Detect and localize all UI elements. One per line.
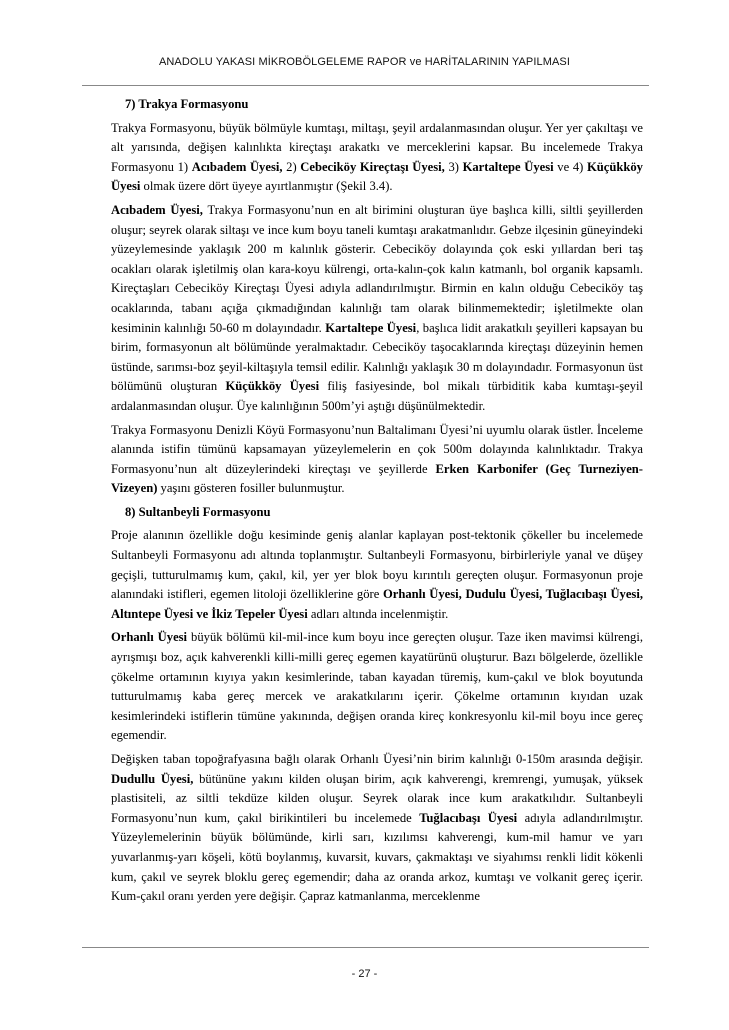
bold-term: Orhanlı Üyesi, Dudulu Üyesi, Tuğlacıbaşı Üyesi, Altıntepe Üyesi ve İkiz Tepeler Üyesi: [111, 587, 643, 621]
paragraph-trakya-intro: [111, 119, 643, 197]
bold-term: Orhanlı Üyesi: [111, 630, 188, 645]
text-run: adıyla adlandırılmıştır. Yüzeylemelerinin büyük bölümünde, kirli sarı, kızılımsı kahverengi, kum-mil hamur ve yarı yuvarlanmış-yarı köşeli, kötü boylanmış, kuvarsit, kuvars, çakmaktaşı ve siyahımsı renkli lidit kökenli kum, çakıl ve seyrek bloklu gereç egemendir; daha az oranda arkoz, kumtaşı ve volkanit gereç içerir. Kum-çakıl oranı yerden yere değişir. Çapraz katmanlanma, merceklenme: [111, 810, 643, 904]
section-heading-trakya: 7) Trakya Formasyonu: [125, 97, 249, 111]
text-run: 3): [444, 159, 463, 174]
footer-rule: [82, 947, 649, 948]
bold-term: Acıbadem Üyesi,: [191, 159, 283, 174]
text-run: 2): [282, 159, 301, 174]
paragraph-orhanli: [111, 628, 643, 746]
bold-term: Acıbadem Üyesi,: [111, 202, 203, 217]
text-run: bütününe yakını kilden oluşan birim, açık kahverengi, kremrengi, yumuşak, yüksek plastisiteli, az siltli tekdüze kilden oluşur. Seyrek olarak ince kum arakatkılıdır. Sultanbeyli Formasyonu’nun kum, çakıl birikintileri bu incelemede: [111, 771, 643, 825]
page-number: - 27 -: [351, 968, 378, 980]
text-run: Proje alanının özellikle doğu kesiminde geniş alanlar kaplayan post-tektonik çökeller bu incelemede Sultanbeyli Formasyonu adı altında toplanmıştır. Sultanbeyli Formasyonu, birbirleriyle yanal ve düşey geçişli, tutturulmamış kum, çakıl, kil, yer yer blok boyu kırıntılı gereçten oluşur. Formasyonun proje alanındaki istifleri, egemen litoloji özelliklerine göre: [111, 528, 643, 602]
text-run: adları altında incelenmiştir.: [307, 606, 449, 621]
text-run: yaşını gösteren fosiller bulunmuştur.: [157, 481, 345, 496]
text-run: ve 4): [553, 159, 587, 174]
bold-term: Küçükköy Üyesi: [225, 379, 320, 394]
section-heading-sultanbeyli: 8) Sultanbeyli Formasyonu: [125, 504, 271, 519]
bold-term: Dudullu Üyesi,: [111, 771, 194, 786]
paragraph-trakya-age: [111, 421, 643, 499]
text-run: Trakya Formasyonu’nun en alt birimini oluşturan üye başlıca killi, siltli şeyillerden oluşur; seyrek olarak siltaşı ve ince kum boyu taneli kumtaşı arakatmanlıdır. Gebze ilçesinin güneyindeki yüzeylemesinde yaklaşık 200 m kalınlık gösterir. Cebeciköy dolayında çok eski yıllardan beri taş ocakları olarak işletilmiş olan kara-koyu külrengi, orta-kalın-çok kalın katmanlı, bol organik kapsamlı. Kireçtaşları Cebeciköy Kireçtaşı Üyesi adıyla adlandırılmıştır. Birmin en kalın olduğu Cebeciköy taş ocaklarında, tabanı açığa çıkmadığından kalınlığı tam olarak bilinmemektedir; işletilmekte olan kesiminin kalınlığı 50-60 m dolayındadır.: [111, 202, 643, 335]
text-run: Trakya Formasyonu Denizli Köyü Formasyonu’nun Baltalimanı Üyesi’ni uyumlu olarak üstler. İnceleme alanında istifin tümünü kapsamayan yüzeylemelerin en çok 500m dolayında kalınlıktadır. Trakya Formasyonu’nun alt düzeylerindeki kireçtaşı ve şeyillerde: [111, 422, 643, 476]
bold-term: Kartaltepe Üyesi: [325, 320, 417, 335]
text-run: , başlıca lidit arakatkılı şeyilleri kapsayan bu birim, formasyonun alt bölümünde yeralmaktadır. Cebeciköy taşocaklarında kireçtaşı düzeyinin hemen üstünde, sarımsı-boz şeyil-kiltaşıyla temsil edilir. Kalınlığı yaklaşık 30 m dolayındadır. Formasyonun üst bölümünü oluşturan: [111, 320, 643, 394]
text-run: büyük bölümü kil-mil-ince kum boyu ince gereçten oluşur. Taze iken mavimsi külrengi, ayrışmışı boz, açık kahverenkli killi-milli gereç egemen kayatürünü oluşturur. Bazı bölgelerde, özellikle çökelme ortamının kıyıya yakın kesimlerinde, taban kayadan türemiş, kum-çakıl ve blok boyutunda tutturulmamış kaba gereç mercek ve arakatkılarını içerir. Çökelme ortamının kıyıdan uzak kesimlerindeki istiflerin tümüne yakınında, değişen oranda kireç konkresyonlu kil-mil boyu ince gereç egemendir.: [111, 630, 643, 743]
text-run: Değişken taban topoğrafyasına bağlı olarak Orhanlı Üyesi’nin birim kalınlığı 0-150m arasında değişir.: [111, 752, 643, 766]
bold-term: Cebeciköy Kireçtaşı Üyesi,: [300, 159, 445, 174]
running-header: ANADOLU YAKASI MİKROBÖLGELEME RAPOR ve HARİTALARININ YAPILMASI: [158, 56, 571, 68]
bold-term: Kartaltepe Üyesi: [462, 159, 554, 174]
page-body: [111, 95, 643, 911]
paragraph-dudullu: [111, 750, 643, 907]
bold-term: Tuğlacıbaşı Üyesi: [419, 810, 518, 825]
text-run: olmak üzere dört üyeye ayırtlanmıştır (Şekil 3.4).: [140, 179, 393, 194]
header-rule: [82, 85, 649, 86]
paragraph-sultanbeyli-intro: [111, 526, 643, 624]
bold-term: Küçükköy Üyesi: [111, 159, 643, 194]
bold-term: Erken Karbonifer (Geç Turneziyen-Vizeyen): [111, 461, 643, 496]
text-run: filiş fasiyesinde, bol mikalı türbiditik kaba kumtaşı-şeyil ardalanmasından oluşur. Üye kalınlığının 500m’yi aştığı düşünülmektedir.: [111, 379, 644, 413]
text-run: Trakya Formasyonu, büyük bölmüyle kumtaşı, miltaşı, şeyil ardalanmasından oluşur. Yer yer çakıltaşı ve alt yarısında, değişen kalınlıkta kireçtaşı arakatkı ve merceklerini kapsar. Bu incelemede Trakya Formasyonu 1): [111, 120, 643, 174]
paragraph-acibadem: [111, 201, 643, 417]
